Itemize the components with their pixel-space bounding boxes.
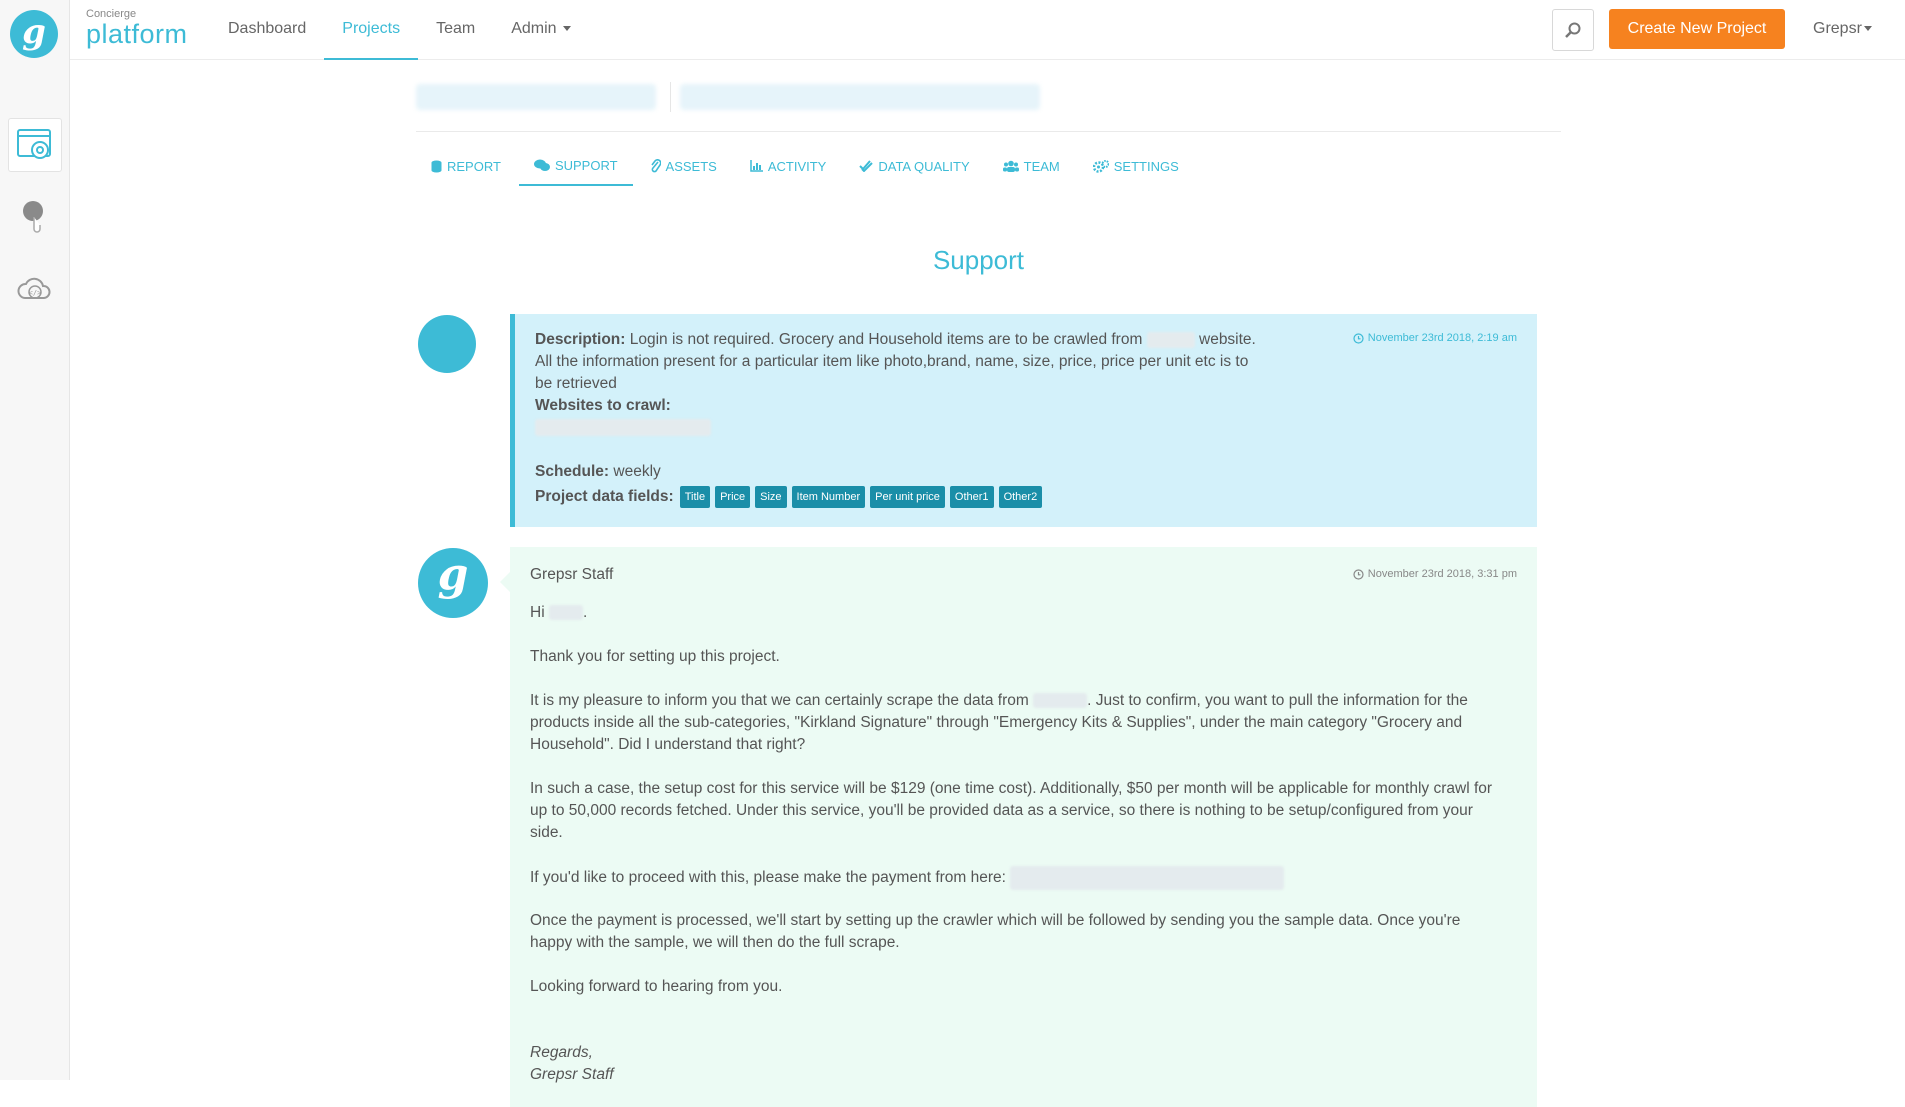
reply-paragraph-5 (530, 910, 1520, 954)
reply-p5-b: happy with the sample, we will then do the full scrape. (530, 934, 900, 951)
request-description (535, 329, 1315, 439)
tab-support[interactable] (519, 146, 633, 186)
chevron-down-icon (563, 26, 571, 31)
search-icon (1564, 21, 1582, 39)
clock-icon (1353, 569, 1364, 580)
redacted-website-link[interactable] (535, 419, 711, 436)
tab-activity-label: ACTIVITY (767, 158, 827, 174)
brand[interactable] (86, 8, 188, 48)
reply-p5-a: Once the payment is processed, we'll start by setting up the crawler which will be followed by sending you the sample data. Once you're (530, 912, 1461, 929)
reply-p2-b: . Just to confirm, you want to pull the information for the (1087, 692, 1468, 709)
svg-text:</>: </> (28, 289, 42, 297)
browser-gear-icon (16, 126, 54, 164)
tab-team-label: TEAM (1023, 158, 1060, 174)
field-tag: Per unit price (870, 486, 945, 508)
header-divider (670, 82, 671, 112)
reply-author: Grepsr Staff (530, 566, 614, 583)
cloud-code-icon (16, 274, 54, 304)
rail-item-support[interactable] (8, 190, 62, 244)
brand-name: platform (86, 19, 188, 49)
websites-label: Websites to crawl: (535, 397, 671, 414)
reply-p2-c: products inside all the sub-categories, "Kirkland Signature" through "Emergency Kits & Supplies", under the main category "Grocery and (530, 714, 1463, 731)
project-tabs (416, 146, 1197, 186)
redacted-payment-link[interactable] (1010, 866, 1284, 890)
chevron-down-icon (1864, 26, 1872, 31)
staff-reply-card (510, 547, 1537, 1107)
request-fields (535, 486, 1042, 508)
users-icon (1003, 160, 1019, 172)
create-new-project-button[interactable]: Create New Project (1609, 9, 1785, 49)
nav-dashboard[interactable]: Dashboard (228, 20, 307, 37)
double-check-icon (859, 160, 873, 172)
tab-data-quality-label: DATA QUALITY (878, 158, 970, 174)
reply-sign-1: Regards, (530, 1044, 593, 1061)
description-line-2: All the information present for a particular item like photo,brand, name, size, price, price per unit etc is to (535, 353, 1249, 370)
search-button[interactable] (1552, 9, 1594, 51)
reply-p2-d: Household". Did I understand that right? (530, 736, 806, 753)
request-schedule (535, 461, 661, 483)
tab-team[interactable] (988, 146, 1075, 186)
reply-p2-a: It is my pleasure to inform you that we can certainly scrape the data from (530, 692, 1029, 709)
gears-icon (1093, 160, 1109, 173)
reply-paragraph-4 (530, 866, 1520, 890)
nav-team[interactable]: Team (436, 20, 476, 37)
greeting-text: Hi (530, 604, 545, 621)
brand-small-label: Concierge (86, 8, 137, 20)
field-tag: Item Number (792, 486, 866, 508)
page-title: Support (932, 245, 1025, 275)
reply-p4: If you'd like to proceed with this, please make the payment from here: (530, 869, 1006, 887)
top-navbar (70, 0, 1905, 60)
fields-label: Project data fields: (535, 488, 674, 505)
user-menu[interactable] (1813, 0, 1872, 58)
app-logo[interactable]: g (10, 10, 58, 58)
staff-avatar: g (418, 548, 488, 618)
field-tag: Other1 (950, 486, 994, 508)
nav-admin-label: Admin (511, 20, 557, 37)
redacted-customer-name (549, 605, 583, 620)
user-name: Grepsr (1813, 20, 1862, 37)
reply-p3-a: In such a case, the setup cost for this service will be $129 (one time cost). Additionally, $50 per month will be applicable for monthly crawl for (530, 780, 1493, 797)
client-avatar (418, 315, 476, 373)
nav-admin[interactable] (493, 0, 588, 60)
reply-signature (530, 1042, 1520, 1086)
clock-icon (1353, 333, 1364, 344)
reply-timestamp-text: November 23rd 2018, 3:31 pm (1367, 568, 1517, 580)
schedule-value: weekly (613, 463, 661, 480)
field-tag: Price (715, 486, 750, 508)
redacted-site-name (1147, 332, 1195, 348)
nav-projects[interactable]: Projects (324, 0, 418, 60)
tab-settings-label: SETTINGS (1113, 158, 1179, 174)
tab-support-label: SUPPORT (554, 157, 618, 173)
tab-data-quality[interactable] (844, 146, 984, 186)
request-timestamp-text: November 23rd 2018, 2:19 am (1367, 332, 1517, 344)
project-name-redacted (416, 84, 656, 110)
reply-sign-2: Grepsr Staff (530, 1066, 614, 1083)
field-tag: Title (680, 486, 710, 508)
reply-paragraph-3 (530, 778, 1520, 844)
redacted-site-name (1033, 693, 1087, 708)
database-icon (431, 160, 442, 173)
tab-report[interactable] (416, 146, 516, 186)
comments-icon (534, 159, 550, 172)
reply-arrow (500, 572, 510, 592)
tab-activity[interactable] (735, 146, 842, 186)
description-label: Description: (535, 331, 626, 348)
left-rail (0, 0, 70, 1080)
reply-paragraph-1: Thank you for setting up this project. (530, 648, 780, 665)
rail-item-projects[interactable] (8, 118, 62, 172)
reply-paragraph-6: Looking forward to hearing from you. (530, 978, 783, 995)
tab-settings[interactable] (1078, 146, 1194, 186)
reply-timestamp (1353, 568, 1517, 580)
main-nav (210, 0, 589, 60)
project-subtitle-redacted (680, 84, 1040, 110)
field-tag: Other2 (999, 486, 1043, 508)
tab-assets[interactable] (636, 146, 732, 186)
tab-report-label: REPORT (447, 158, 501, 174)
schedule-label: Schedule: (535, 463, 610, 480)
bar-chart-icon (750, 160, 763, 172)
description-text-after: website. (1199, 331, 1256, 348)
description-text-before: Login is not required. Grocery and Household items are to be crawled from (629, 331, 1143, 348)
paperclip-icon (651, 159, 661, 173)
header-rule (416, 131, 1561, 132)
request-timestamp (1353, 332, 1517, 344)
description-line-3: be retrieved (535, 375, 617, 392)
reply-p3-b: up to 50,000 records fetched. Under this service, you'll be provided data as a service, so there is nothing to be setup/configured from your (530, 802, 1473, 819)
reply-greeting: Hi . (530, 604, 588, 621)
project-request-card (510, 314, 1537, 527)
reply-paragraph-2 (530, 690, 1520, 756)
field-tag: Size (755, 486, 786, 508)
touch-brain-icon (20, 199, 50, 235)
tab-assets-label: ASSETS (665, 158, 717, 174)
field-tags (680, 486, 1043, 508)
reply-p3-c: side. (530, 824, 563, 841)
